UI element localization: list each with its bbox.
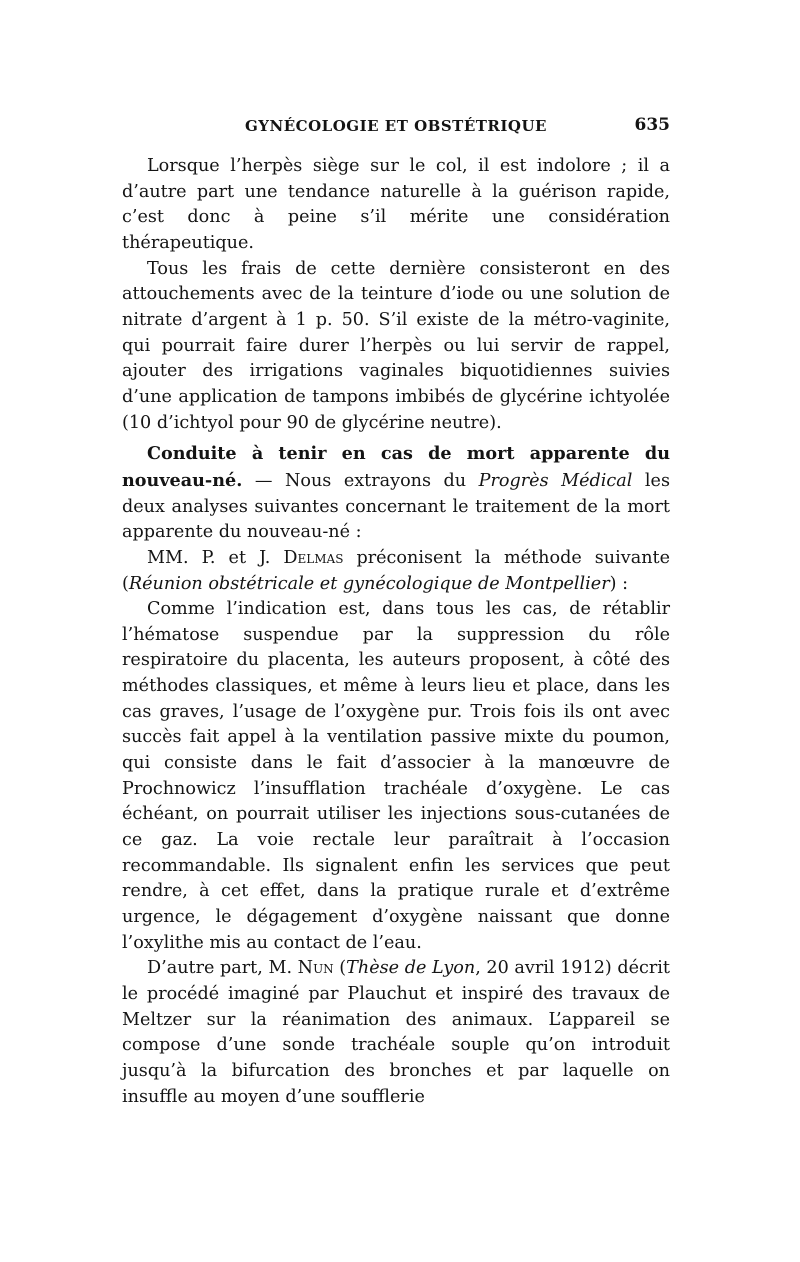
authors-prefix: MM. P. et J.	[147, 547, 284, 568]
running-head	[122, 117, 670, 141]
paragraph-treatment: Tous les frais de cette dernière consisteront en des attouchements avec de la teinture d’iode ou une solution de nitrate d’argent à 1 p. 50. S’il existe de la métro-vaginite, qui pourrait faire durer l’herpès ou lui servir de rappel, ajouter des irrigations vaginales biquotidiennes suivies d’une application de tampons imbibés de glycérine ichtyolée (10 d’ichtyol pour 90 de glycérine neutre).	[122, 258, 670, 433]
nun-open: (	[333, 958, 347, 979]
running-title: GYNÉCOLOGIE ET OBSTÉTRIQUE	[245, 117, 547, 135]
paragraph-section-intro	[122, 441, 670, 546]
paragraph-delmas	[122, 546, 670, 597]
delmas-end: ) :	[609, 573, 629, 594]
paragraph-nun	[122, 956, 670, 1110]
paragraph-herpes-col: Lorsque l’herpès siège sur le col, il est indolore ; il a d’autre part une tendance naturelle à la guérison rapide, c’est donc à peine s’il mérite une considération thérapeutique.	[122, 156, 670, 253]
section-intro-rest: les deux analyses suivantes concernant le traitement de la mort apparente du nouveau-né :	[122, 470, 670, 543]
author-name: Nun	[297, 958, 334, 979]
paragraph-oxygen-method: Comme l’indication est, dans tous les cas, de rétablir l’hématose suspendue par la suppression du rôle respiratoire du placenta, les auteurs proposent, à côté des méthodes classiques, et même à leurs lieu et place, dans les cas graves, l’usage de l’oxygène pur. Trois fois ils ont avec succès fait appel à la ventilation passive mixte du poumon, qui consiste dans le fait d’associer à la manœuvre de Prochnowicz l’insufflation trachéale d’oxygène. Le cas échéant, on pourrait utiliser les injections sous-cutanées de ce gaz. La voie rectale leur paraîtrait à l’occasion recommandable. Ils signalent enfin les services que peut rendre, à cet effet, dans la pratique rurale et d’extrême urgence, le dégagement d’oxygène naissant que donne l’oxylithe mis au contact de l’eau.	[122, 599, 670, 953]
author-name: Delmas	[283, 547, 344, 568]
delmas-middle: préconisent la méthode suivante (	[122, 547, 671, 594]
nun-rest: , 20 avril 1912) décrit le procédé imaginé par Plauchut et inspiré des travaux de Meltzer sur la réanimation des animaux. L’appareil se compose d’une sonde trachéale souple qu’on introduit jusqu’à la bifurcation des bronches et par laquelle on insuffle au moyen d’une soufflerie	[122, 958, 670, 1107]
page-number: 635	[634, 115, 670, 135]
section-heading: Conduite à tenir en cas de mort apparente du nouveau-né.	[122, 443, 670, 491]
section-intro-dash: — Nous extrayons du	[242, 470, 479, 491]
thesis-title: Thèse de Lyon	[346, 958, 476, 979]
nun-prefix: D’autre part, M.	[147, 958, 298, 979]
page-body	[122, 154, 670, 1110]
source-title: Réunion obstétricale et gynécologique de Montpellier	[128, 573, 610, 594]
journal-title: Progrès Médical	[478, 470, 633, 491]
